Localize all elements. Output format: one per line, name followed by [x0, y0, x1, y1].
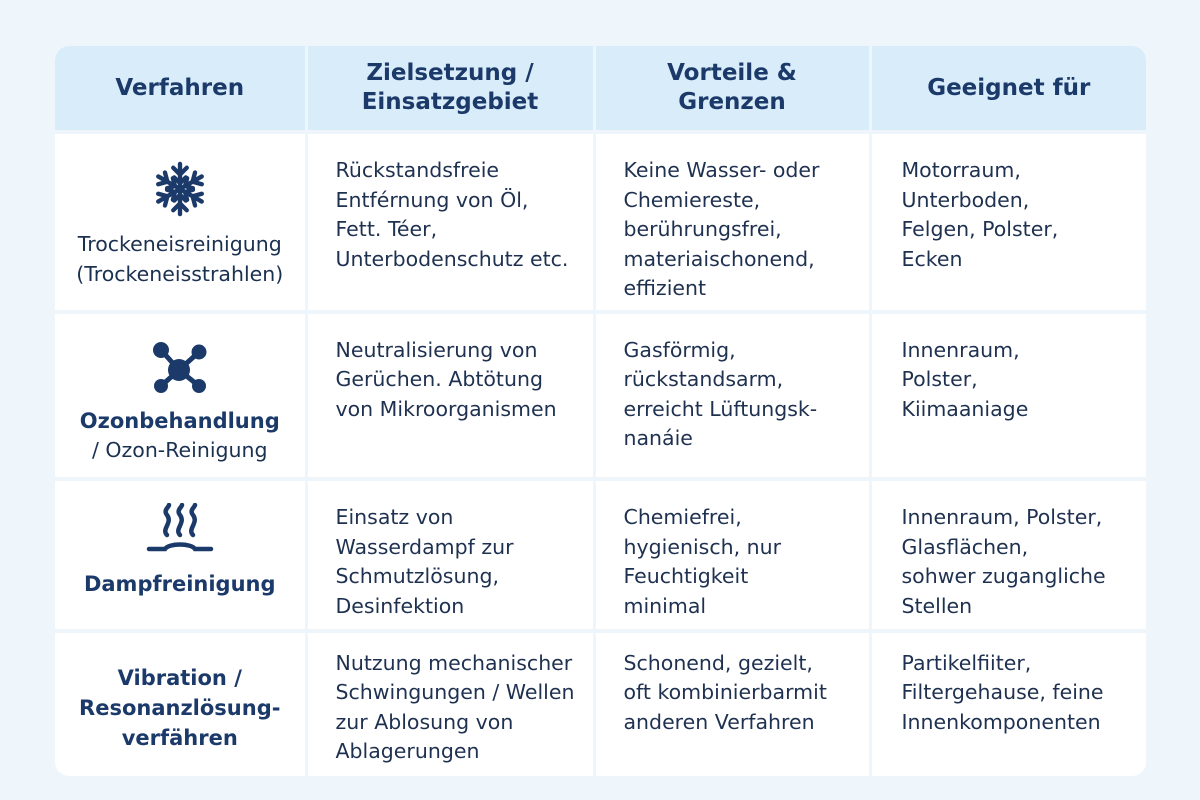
- cell-text: Keine Wassеr- oder: [623, 158, 820, 182]
- suitable-cell: [870, 132, 1146, 312]
- table-header-row: [55, 46, 1146, 132]
- cell-text: effizient: [623, 276, 707, 300]
- goal-cell: [306, 631, 594, 776]
- cell-text: minimal: [623, 593, 707, 618]
- cell-text: Unterbodenschutz etc.: [335, 246, 569, 271]
- method-name: / Ozon-Reinigung: [91, 437, 268, 462]
- method-cell: [55, 132, 306, 312]
- suitable-cell: [870, 631, 1146, 776]
- cell-text: Partikelfiiter,: [901, 650, 1032, 675]
- method-name: verfähren: [121, 725, 238, 750]
- cell-text: Chemiefrei,: [623, 505, 742, 530]
- method-cell: [55, 479, 306, 630]
- cell-text: Rückstandsfreie: [335, 158, 500, 182]
- header-vorteile: [594, 46, 870, 132]
- cell-text: erreicht Lüftungsk-: [623, 396, 818, 421]
- cell-text: Glasflächen,: [901, 534, 1029, 559]
- cleaning-methods-table: [55, 46, 1146, 776]
- cell-text: Stellen: [901, 593, 973, 618]
- header-zielsetzung: [306, 46, 594, 132]
- header-verfahren: [55, 46, 306, 132]
- method-name: Dampfreinigung: [83, 572, 276, 597]
- cell-text: Wasserdampf zur: [335, 534, 514, 559]
- goal-cell: [306, 132, 594, 312]
- cell-text: Schonend, gezielt,: [623, 650, 813, 675]
- cell-text: Einsatz von: [335, 505, 454, 530]
- header-line: Vorteile &: [667, 60, 797, 86]
- cell-text: Entférnung von Öl,: [335, 187, 529, 212]
- cell-text: Filtergehause, feine: [901, 680, 1104, 705]
- method-name: Resonanzlösung-: [79, 695, 281, 720]
- cell-text: Innenraum,: [901, 337, 1020, 362]
- cell-text: hygienisch, nur: [623, 534, 782, 559]
- cell-text: Unterboden,: [901, 187, 1030, 212]
- cell-text: Gerüchen. Abtötung: [335, 367, 543, 392]
- suitable-cell: [870, 479, 1146, 630]
- cell-text: anderen Verfahren: [623, 709, 815, 734]
- pros-cell: [594, 312, 870, 480]
- table-row: [55, 312, 1146, 480]
- method-name: Ozonbehandlung: [79, 408, 280, 433]
- cell-text: Schmutzlösung,: [335, 564, 499, 589]
- header-line: Verfahren: [115, 74, 245, 101]
- comparison-table-container: [55, 46, 1146, 776]
- table-row: [55, 479, 1146, 630]
- cell-text: Gasförmig,: [623, 337, 736, 362]
- cell-text: Ecken: [901, 246, 963, 271]
- pros-cell: [594, 479, 870, 630]
- snowflake-icon: [151, 160, 209, 218]
- header-line: Zielsetzung /: [366, 60, 534, 86]
- suitable-cell: [870, 312, 1146, 480]
- cell-text: Felgen, Polster,: [901, 217, 1059, 241]
- cell-text: materiaischonend,: [623, 246, 815, 271]
- molecule-icon: [149, 338, 211, 396]
- cell-text: berührungsfrei,: [623, 217, 782, 241]
- cell-text: nanáie: [623, 426, 693, 451]
- table-row: [55, 631, 1146, 776]
- cell-text: Polster,: [901, 367, 978, 392]
- cell-text: Neutralisierung von: [335, 337, 538, 362]
- header-line: Geeignet für: [927, 74, 1091, 101]
- cell-text: Kiimaaniage: [901, 396, 1029, 421]
- cell-text: Feuchtigkeit: [623, 564, 749, 589]
- cell-text: Ablagerungen: [335, 739, 480, 764]
- method-name: Trockeneisreinigung: [77, 232, 282, 256]
- cell-text: rückstandsarm,: [623, 367, 784, 392]
- cell-text: Innenkomponenten: [901, 709, 1101, 734]
- cell-text: Fett. Téer,: [335, 217, 438, 241]
- cell-text: von Mikroorganismen: [335, 396, 557, 421]
- cell-text: Motorraum,: [901, 158, 1021, 182]
- goal-cell: [306, 479, 594, 630]
- pros-cell: [594, 631, 870, 776]
- pros-cell: [594, 132, 870, 312]
- header-line: Einsatzgebiet: [361, 89, 539, 115]
- cell-text: zur Ablosung von: [335, 709, 514, 734]
- method-cell: [55, 631, 306, 776]
- method-name: (Trockeneisstrahlen): [76, 261, 284, 286]
- method-name: Vibration /: [117, 665, 242, 690]
- cell-text: Desinfektion: [335, 593, 465, 618]
- table-row: [55, 132, 1146, 312]
- goal-cell: [306, 312, 594, 480]
- steam-icon: [145, 503, 215, 555]
- cell-text: Innenraum, Polster,: [901, 505, 1103, 530]
- cell-text: Schwingungen / Wellen: [335, 680, 575, 705]
- header-geeignet: [870, 46, 1146, 132]
- cell-text: sohwer zugangliche: [901, 564, 1106, 589]
- cell-text: oft kombinierbarmit: [623, 680, 827, 705]
- cell-text: Nutzung mechanischer: [335, 650, 573, 675]
- method-cell: [55, 312, 306, 480]
- cell-text: Chemiereste,: [623, 187, 761, 212]
- header-line: Grenzen: [678, 89, 786, 115]
